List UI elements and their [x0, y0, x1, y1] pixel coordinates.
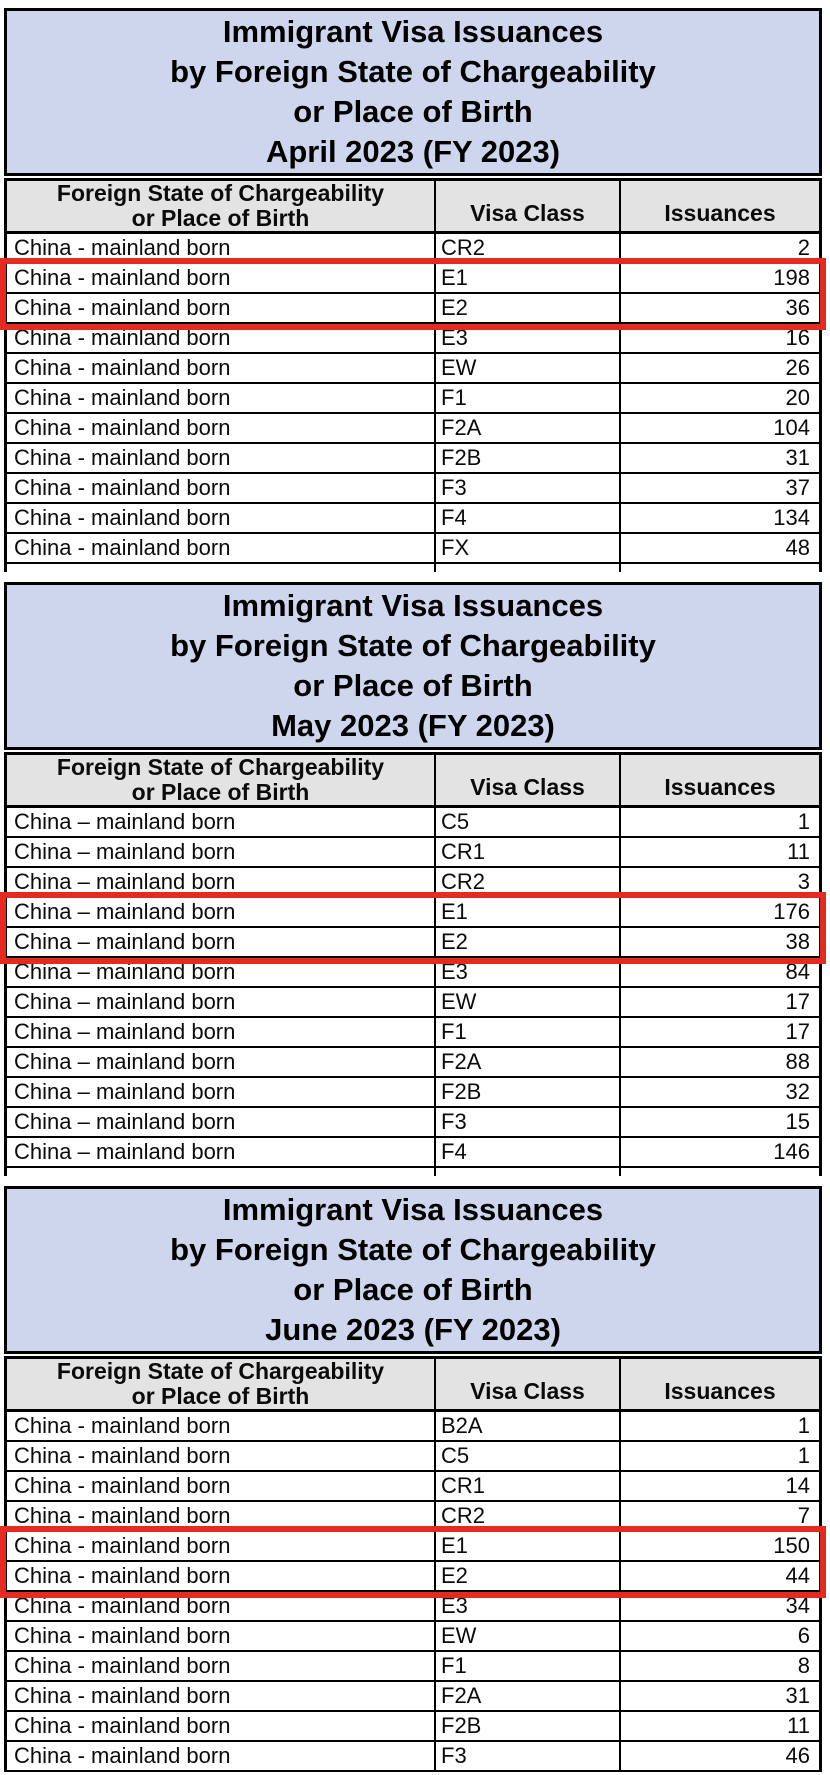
- header-state-of-chargeability: [7, 755, 434, 805]
- data-table: [4, 1356, 822, 1772]
- cell-state: China – mainland born: [14, 809, 236, 834]
- cell-state: China - mainland born: [14, 1743, 231, 1768]
- cell-visa-class: F2B: [434, 1078, 619, 1106]
- cell-visa-class: [434, 1168, 619, 1176]
- cell-issuances: 37: [619, 474, 819, 502]
- data-table: [4, 178, 822, 572]
- cell-issuances: 17: [619, 988, 819, 1016]
- title-line: by Foreign State of Chargeability: [170, 628, 656, 663]
- cell-state: China – mainland born: [14, 1049, 236, 1074]
- cell-visa-class: CR2: [434, 868, 619, 896]
- cell-issuances: [619, 1168, 819, 1176]
- table-row: [7, 1682, 819, 1712]
- cell-issuances: 2: [619, 234, 819, 262]
- table-row: [7, 354, 819, 384]
- header-state-line1: Foreign State of Chargeability: [56, 180, 385, 206]
- cell-issuances: 150: [619, 1532, 819, 1560]
- cell-state: China - mainland born: [14, 1623, 231, 1648]
- table-row: [7, 474, 819, 504]
- cell-visa-class: F2A: [434, 1048, 619, 1076]
- cell-state: China - mainland born: [14, 1713, 231, 1738]
- cell-state: China - mainland born: [14, 1563, 231, 1588]
- cell-visa-class: F2A: [434, 1682, 619, 1710]
- cell-issuances: 20: [619, 384, 819, 412]
- header-state-of-chargeability: [7, 181, 434, 231]
- header-visa-class-label: Visa Class: [470, 774, 585, 800]
- header-issuances-label: Issuances: [664, 200, 776, 226]
- table-row: [7, 1048, 819, 1078]
- cell-visa-class: EW: [434, 988, 619, 1016]
- cell-issuances: 15: [619, 1108, 819, 1136]
- title-line: by Foreign State of Chargeability: [170, 54, 656, 89]
- cell-state: China – mainland born: [14, 929, 236, 954]
- header-state-line1: Foreign State of Chargeability: [56, 754, 385, 780]
- cell-issuances: 44: [619, 1562, 819, 1590]
- cell-visa-class: F1: [434, 384, 619, 412]
- cell-issuances: 88: [619, 1048, 819, 1076]
- table-row: [7, 234, 819, 264]
- table-row: [7, 898, 819, 928]
- cell-issuances: 146: [619, 1138, 819, 1166]
- cell-issuances: 1: [619, 1442, 819, 1470]
- visa-issuances-table-april-2023: [4, 8, 822, 572]
- cell-state: China – mainland born: [14, 1019, 236, 1044]
- cell-issuances: 198: [619, 264, 819, 292]
- cell-state: China - mainland born: [14, 265, 231, 290]
- cell-issuances: 104: [619, 414, 819, 442]
- cell-state: China - mainland born: [14, 385, 231, 410]
- cell-state: China - mainland born: [14, 1653, 231, 1678]
- cell-issuances: 46: [619, 1742, 819, 1770]
- header-state-line2: or Place of Birth: [131, 779, 310, 805]
- table-row: [7, 988, 819, 1018]
- table-row: [7, 264, 819, 294]
- cell-visa-class: E1: [434, 1532, 619, 1560]
- cell-visa-class: E2: [434, 294, 619, 322]
- header-issuances-label: Issuances: [664, 1378, 776, 1404]
- cell-state: China - mainland born: [14, 235, 231, 260]
- table-row: [7, 1412, 819, 1442]
- table-row: [7, 928, 819, 958]
- cell-visa-class: FX: [434, 534, 619, 562]
- cell-visa-class: C5: [434, 808, 619, 836]
- table-title-block: [4, 8, 822, 176]
- title-line: Immigrant Visa Issuances: [222, 14, 604, 49]
- cell-issuances: 32: [619, 1078, 819, 1106]
- cell-state: China - mainland born: [14, 505, 231, 530]
- header-state-of-chargeability: [7, 1359, 434, 1409]
- truncated-row: [7, 564, 819, 572]
- cell-visa-class: EW: [434, 1622, 619, 1650]
- table-row: [7, 838, 819, 868]
- header-state-line1: Foreign State of Chargeability: [56, 1358, 385, 1384]
- table-row: [7, 1502, 819, 1532]
- header-issuances: [619, 1359, 819, 1409]
- cell-visa-class: CR2: [434, 1502, 619, 1530]
- title-line: May 2023 (FY 2023): [271, 708, 555, 743]
- table-header-row: [7, 755, 819, 808]
- cell-visa-class: F2B: [434, 1712, 619, 1740]
- cell-state: China - mainland born: [14, 1443, 231, 1468]
- cell-state: [7, 564, 434, 572]
- title-line: or Place of Birth: [293, 668, 533, 703]
- cell-issuances: 11: [619, 838, 819, 866]
- header-visa-class-label: Visa Class: [470, 200, 585, 226]
- cell-visa-class: B2A: [434, 1412, 619, 1440]
- cell-issuances: 8: [619, 1652, 819, 1680]
- cell-issuances: 3: [619, 868, 819, 896]
- cell-visa-class: E2: [434, 928, 619, 956]
- cell-state: China - mainland born: [14, 295, 231, 320]
- cell-visa-class: CR1: [434, 838, 619, 866]
- table-row: [7, 1472, 819, 1502]
- cell-state: China - mainland born: [14, 1503, 231, 1528]
- table-header-row: [7, 1359, 819, 1412]
- cell-state: China - mainland born: [14, 1533, 231, 1558]
- cell-issuances: 1: [619, 808, 819, 836]
- cell-issuances: 6: [619, 1622, 819, 1650]
- table-row: [7, 414, 819, 444]
- table-body: [7, 234, 819, 572]
- table-row: [7, 294, 819, 324]
- cell-visa-class: F2A: [434, 414, 619, 442]
- cell-state: China - mainland born: [14, 415, 231, 440]
- title-line: Immigrant Visa Issuances: [222, 1192, 604, 1227]
- cell-state: China - mainland born: [14, 325, 231, 350]
- cell-state: China - mainland born: [14, 445, 231, 470]
- cell-state: China - mainland born: [14, 1473, 231, 1498]
- data-table: [4, 752, 822, 1176]
- title-line: April 2023 (FY 2023): [265, 134, 561, 169]
- visa-issuances-table-may-2023: [4, 582, 822, 1176]
- cell-state: China – mainland born: [14, 899, 236, 924]
- table-row: [7, 1018, 819, 1048]
- cell-state: China – mainland born: [14, 869, 236, 894]
- table-row: [7, 1138, 819, 1168]
- cell-visa-class: F3: [434, 474, 619, 502]
- table-row: [7, 324, 819, 354]
- cell-issuances: 1: [619, 1412, 819, 1440]
- table-row: [7, 534, 819, 564]
- table-row: [7, 1742, 819, 1772]
- header-visa-class: [434, 181, 619, 231]
- cell-issuances: 34: [619, 1592, 819, 1620]
- table-row: [7, 1592, 819, 1622]
- cell-visa-class: CR1: [434, 1472, 619, 1500]
- header-issuances-label: Issuances: [664, 774, 776, 800]
- cell-visa-class: [434, 564, 619, 572]
- cell-issuances: 134: [619, 504, 819, 532]
- table-row: [7, 384, 819, 414]
- cell-visa-class: F2B: [434, 444, 619, 472]
- cell-state: China - mainland born: [14, 1413, 231, 1438]
- cell-state: China – mainland born: [14, 1139, 236, 1164]
- header-state-line2: or Place of Birth: [131, 205, 310, 231]
- tables-root: [4, 8, 822, 1772]
- header-state-line2: or Place of Birth: [131, 1383, 310, 1409]
- title-line: or Place of Birth: [293, 1272, 533, 1307]
- cell-visa-class: CR2: [434, 234, 619, 262]
- table-row: [7, 1562, 819, 1592]
- cell-visa-class: E3: [434, 324, 619, 352]
- cell-state: China - mainland born: [14, 355, 231, 380]
- table-row: [7, 1442, 819, 1472]
- header-issuances: [619, 755, 819, 805]
- title-line: June 2023 (FY 2023): [265, 1312, 561, 1347]
- cell-visa-class: E3: [434, 1592, 619, 1620]
- table-row: [7, 504, 819, 534]
- cell-issuances: 11: [619, 1712, 819, 1740]
- cell-issuances: 26: [619, 354, 819, 382]
- cell-issuances: 17: [619, 1018, 819, 1046]
- cell-state: China – mainland born: [14, 1109, 236, 1134]
- cell-issuances: 38: [619, 928, 819, 956]
- header-visa-class-label: Visa Class: [470, 1378, 585, 1404]
- table-row: [7, 1532, 819, 1562]
- cell-visa-class: E3: [434, 958, 619, 986]
- cell-issuances: 36: [619, 294, 819, 322]
- table-title-block: [4, 582, 822, 750]
- cell-visa-class: E1: [434, 264, 619, 292]
- table-row: [7, 808, 819, 838]
- table-title-block: [4, 1186, 822, 1354]
- cell-visa-class: F4: [434, 504, 619, 532]
- table-row: [7, 1078, 819, 1108]
- cell-visa-class: F1: [434, 1652, 619, 1680]
- cell-visa-class: E1: [434, 898, 619, 926]
- table-row: [7, 444, 819, 474]
- table-body: [7, 1412, 819, 1772]
- header-issuances: [619, 181, 819, 231]
- cell-issuances: 31: [619, 1682, 819, 1710]
- cell-issuances: 7: [619, 1502, 819, 1530]
- cell-state: [7, 1168, 434, 1176]
- cell-state: China - mainland born: [14, 1593, 231, 1618]
- visa-issuances-table-june-2023: [4, 1186, 822, 1772]
- table-row: [7, 868, 819, 898]
- table-header-row: [7, 181, 819, 234]
- cell-state: China - mainland born: [14, 535, 231, 560]
- cell-issuances: 14: [619, 1472, 819, 1500]
- cell-issuances: 84: [619, 958, 819, 986]
- cell-issuances: 31: [619, 444, 819, 472]
- cell-issuances: [619, 564, 819, 572]
- header-visa-class: [434, 1359, 619, 1409]
- cell-visa-class: EW: [434, 354, 619, 382]
- table-row: [7, 1108, 819, 1138]
- cell-state: China – mainland born: [14, 959, 236, 984]
- title-line: or Place of Birth: [293, 94, 533, 129]
- header-visa-class: [434, 755, 619, 805]
- cell-visa-class: E2: [434, 1562, 619, 1590]
- table-row: [7, 958, 819, 988]
- cell-state: China – mainland born: [14, 1079, 236, 1104]
- cell-state: China – mainland born: [14, 839, 236, 864]
- table-row: [7, 1622, 819, 1652]
- cell-issuances: 16: [619, 324, 819, 352]
- table-row: [7, 1652, 819, 1682]
- table-row: [7, 1712, 819, 1742]
- table-body: [7, 808, 819, 1176]
- cell-visa-class: F4: [434, 1138, 619, 1166]
- title-line: Immigrant Visa Issuances: [222, 588, 604, 623]
- cell-visa-class: F3: [434, 1742, 619, 1770]
- cell-issuances: 48: [619, 534, 819, 562]
- title-line: by Foreign State of Chargeability: [170, 1232, 656, 1267]
- cell-visa-class: F1: [434, 1018, 619, 1046]
- cell-issuances: 176: [619, 898, 819, 926]
- cell-state: China - mainland born: [14, 1683, 231, 1708]
- cell-visa-class: F3: [434, 1108, 619, 1136]
- cell-visa-class: C5: [434, 1442, 619, 1470]
- truncated-row: [7, 1168, 819, 1176]
- cell-state: China - mainland born: [14, 475, 231, 500]
- cell-state: China – mainland born: [14, 989, 236, 1014]
